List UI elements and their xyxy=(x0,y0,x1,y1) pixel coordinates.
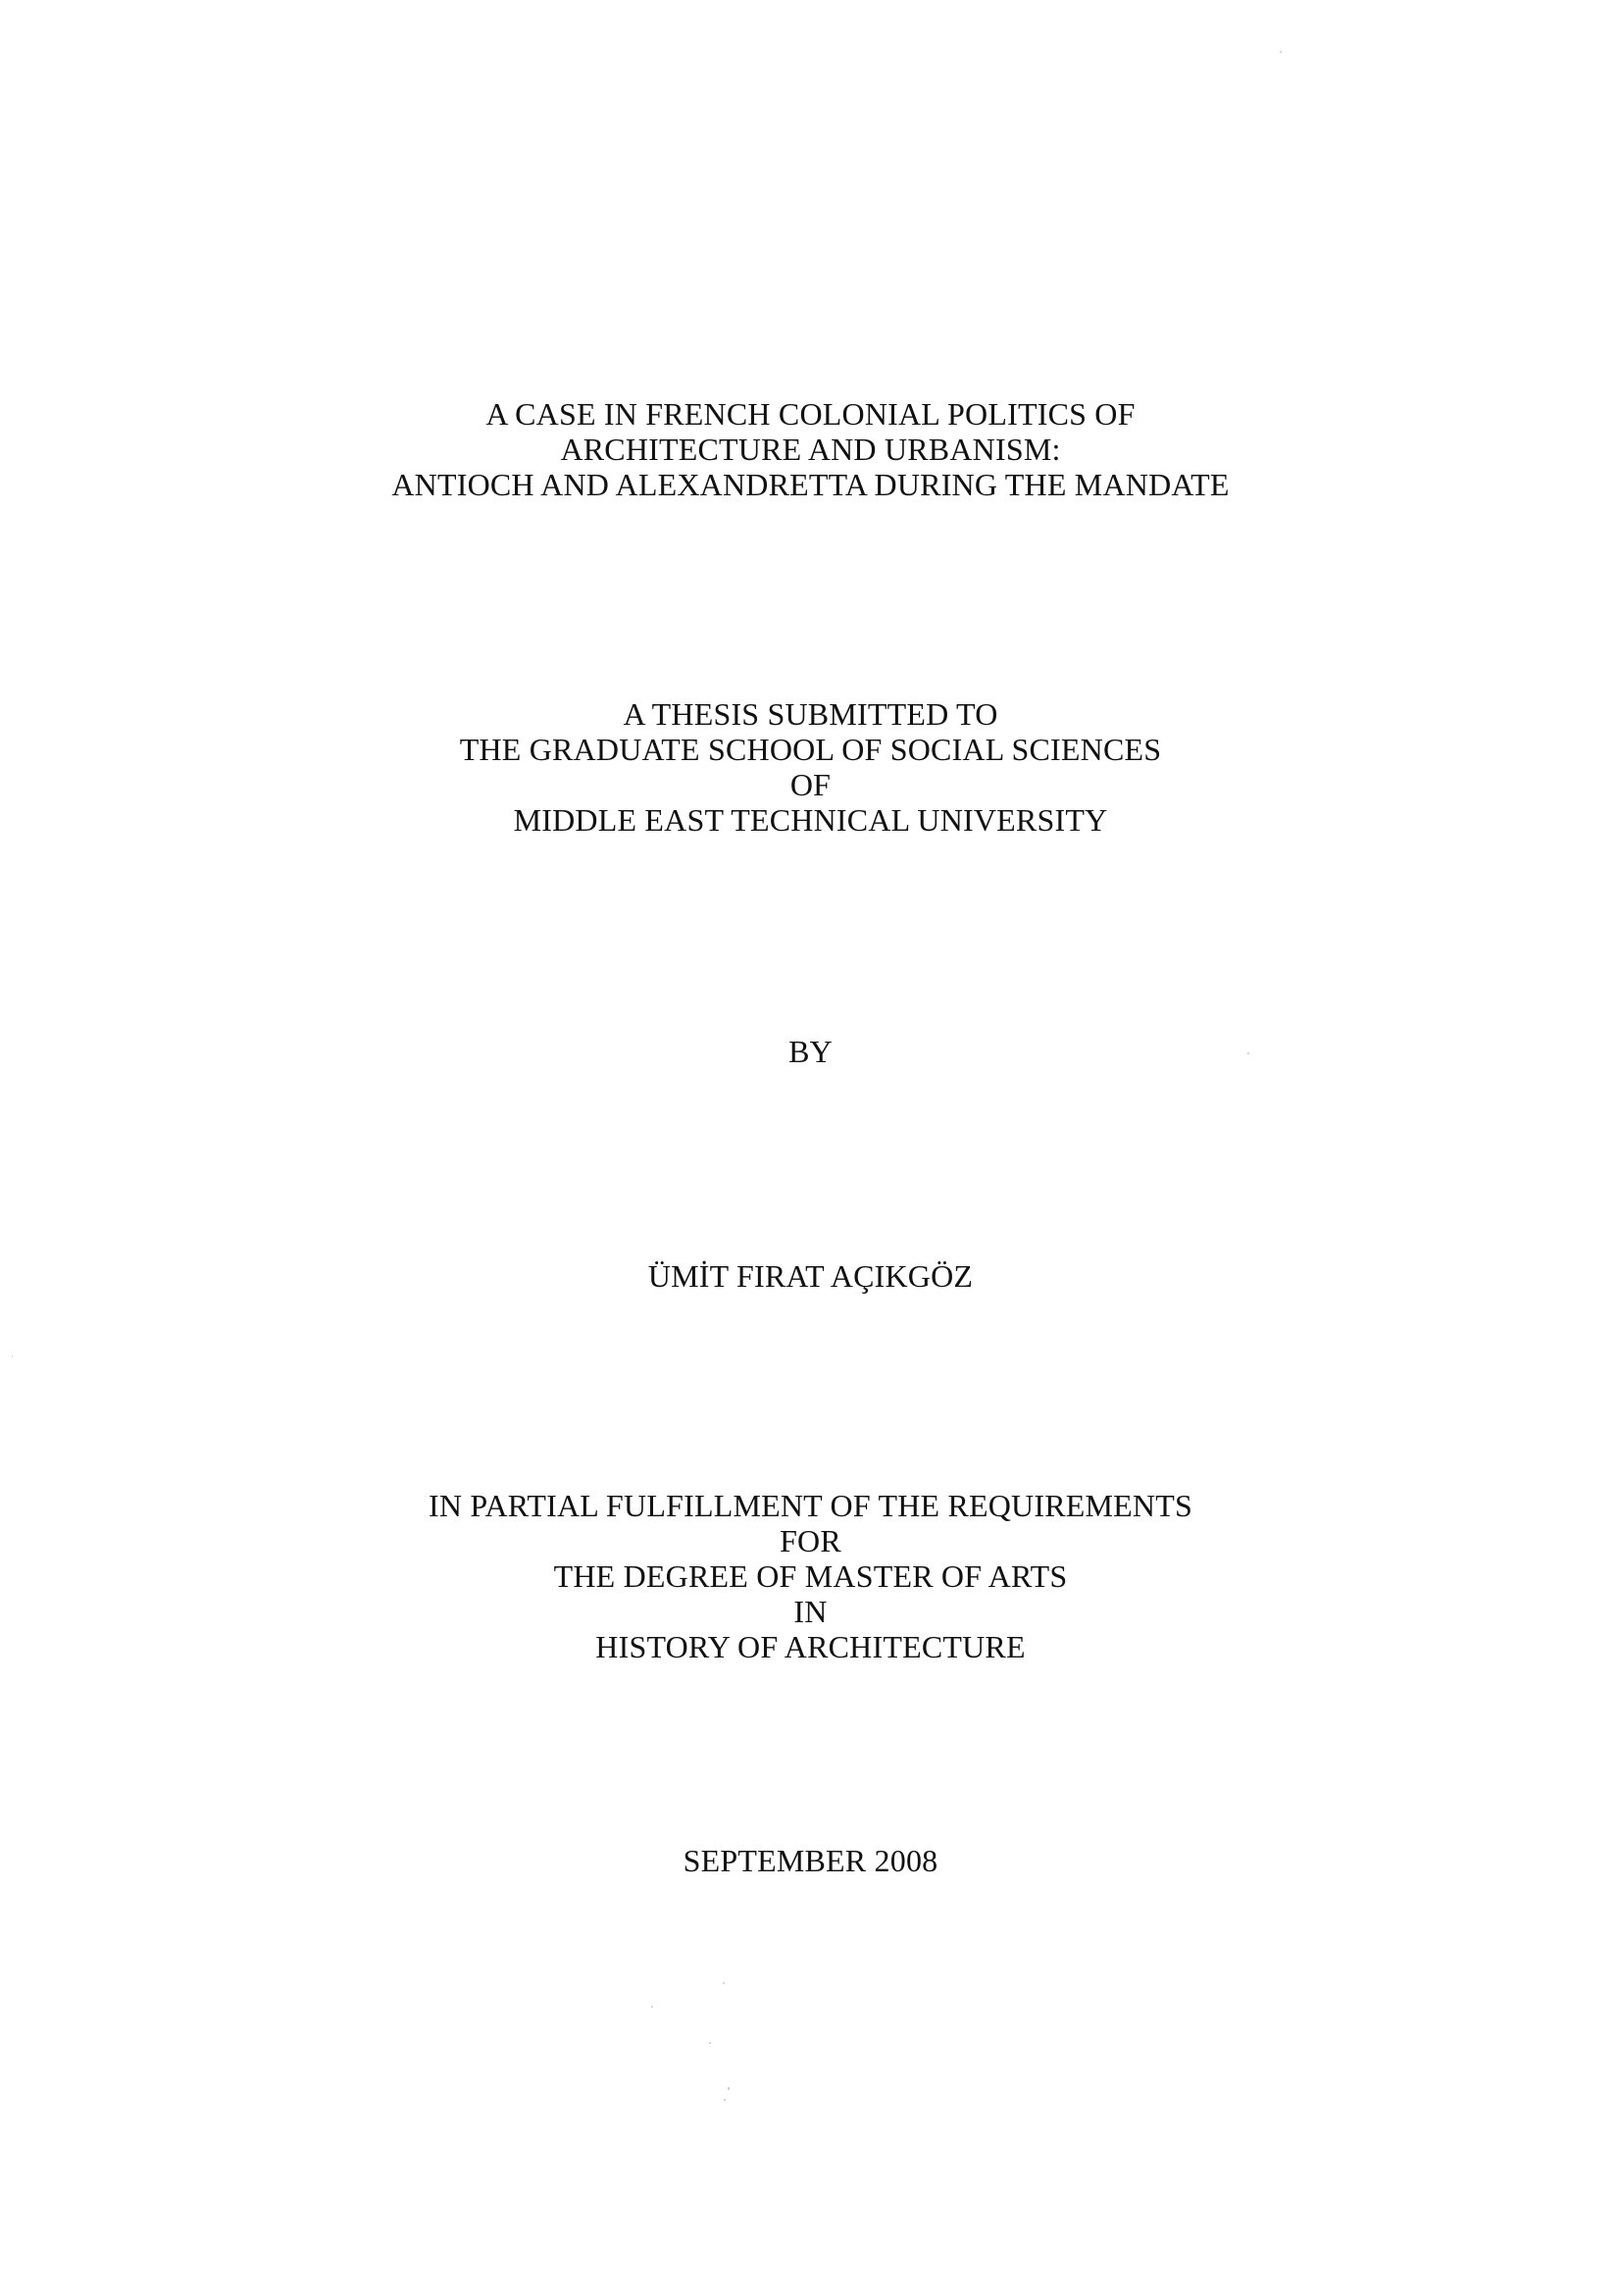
submission-line-2: THE GRADUATE SCHOOL OF SOCIAL SCIENCES xyxy=(459,732,1162,767)
fulfillment-line-1: IN PARTIAL FULFILLMENT OF THE REQUIREMENTS xyxy=(429,1488,1192,1523)
author-name-text: ÜMİT FIRAT AÇIKGÖZ xyxy=(647,1258,974,1294)
by-text: BY xyxy=(788,1034,833,1069)
scan-speck xyxy=(651,2006,653,2008)
submission-statement xyxy=(0,696,1621,838)
submission-line-1: A THESIS SUBMITTED TO xyxy=(623,696,998,732)
fulfillment-line-3: THE DEGREE OF MASTER OF ARTS xyxy=(553,1558,1068,1594)
thesis-title-line-1: A CASE IN FRENCH COLONIAL POLITICS OF xyxy=(485,396,1136,432)
scan-speck xyxy=(723,1982,725,1984)
fulfillment-line-4: IN xyxy=(793,1594,828,1629)
by-label xyxy=(0,1034,1621,1069)
fulfillment-line-2: FOR xyxy=(780,1523,841,1558)
author-name xyxy=(0,1258,1621,1294)
submission-date xyxy=(0,1843,1621,1878)
submission-line-3: OF xyxy=(789,767,832,802)
fulfillment-line-5: HISTORY OF ARCHITECTURE xyxy=(595,1629,1026,1664)
submission-date-text: SEPTEMBER 2008 xyxy=(683,1843,938,1878)
thesis-title-line-2: ARCHITECTURE AND URBANISM: xyxy=(560,432,1061,467)
scan-speck xyxy=(728,2087,730,2090)
scan-speck xyxy=(709,2042,711,2044)
scan-speck xyxy=(1247,1052,1249,1054)
scan-speck xyxy=(1280,51,1282,53)
submission-line-4: MIDDLE EAST TECHNICAL UNIVERSITY xyxy=(513,802,1108,838)
degree-fulfillment-statement xyxy=(0,1488,1621,1664)
thesis-title xyxy=(0,396,1621,502)
scan-speck xyxy=(12,1355,13,1357)
scan-speck xyxy=(724,2099,726,2101)
thesis-title-line-3: ANTIOCH AND ALEXANDRETTA DURING THE MANDATE xyxy=(391,467,1230,502)
